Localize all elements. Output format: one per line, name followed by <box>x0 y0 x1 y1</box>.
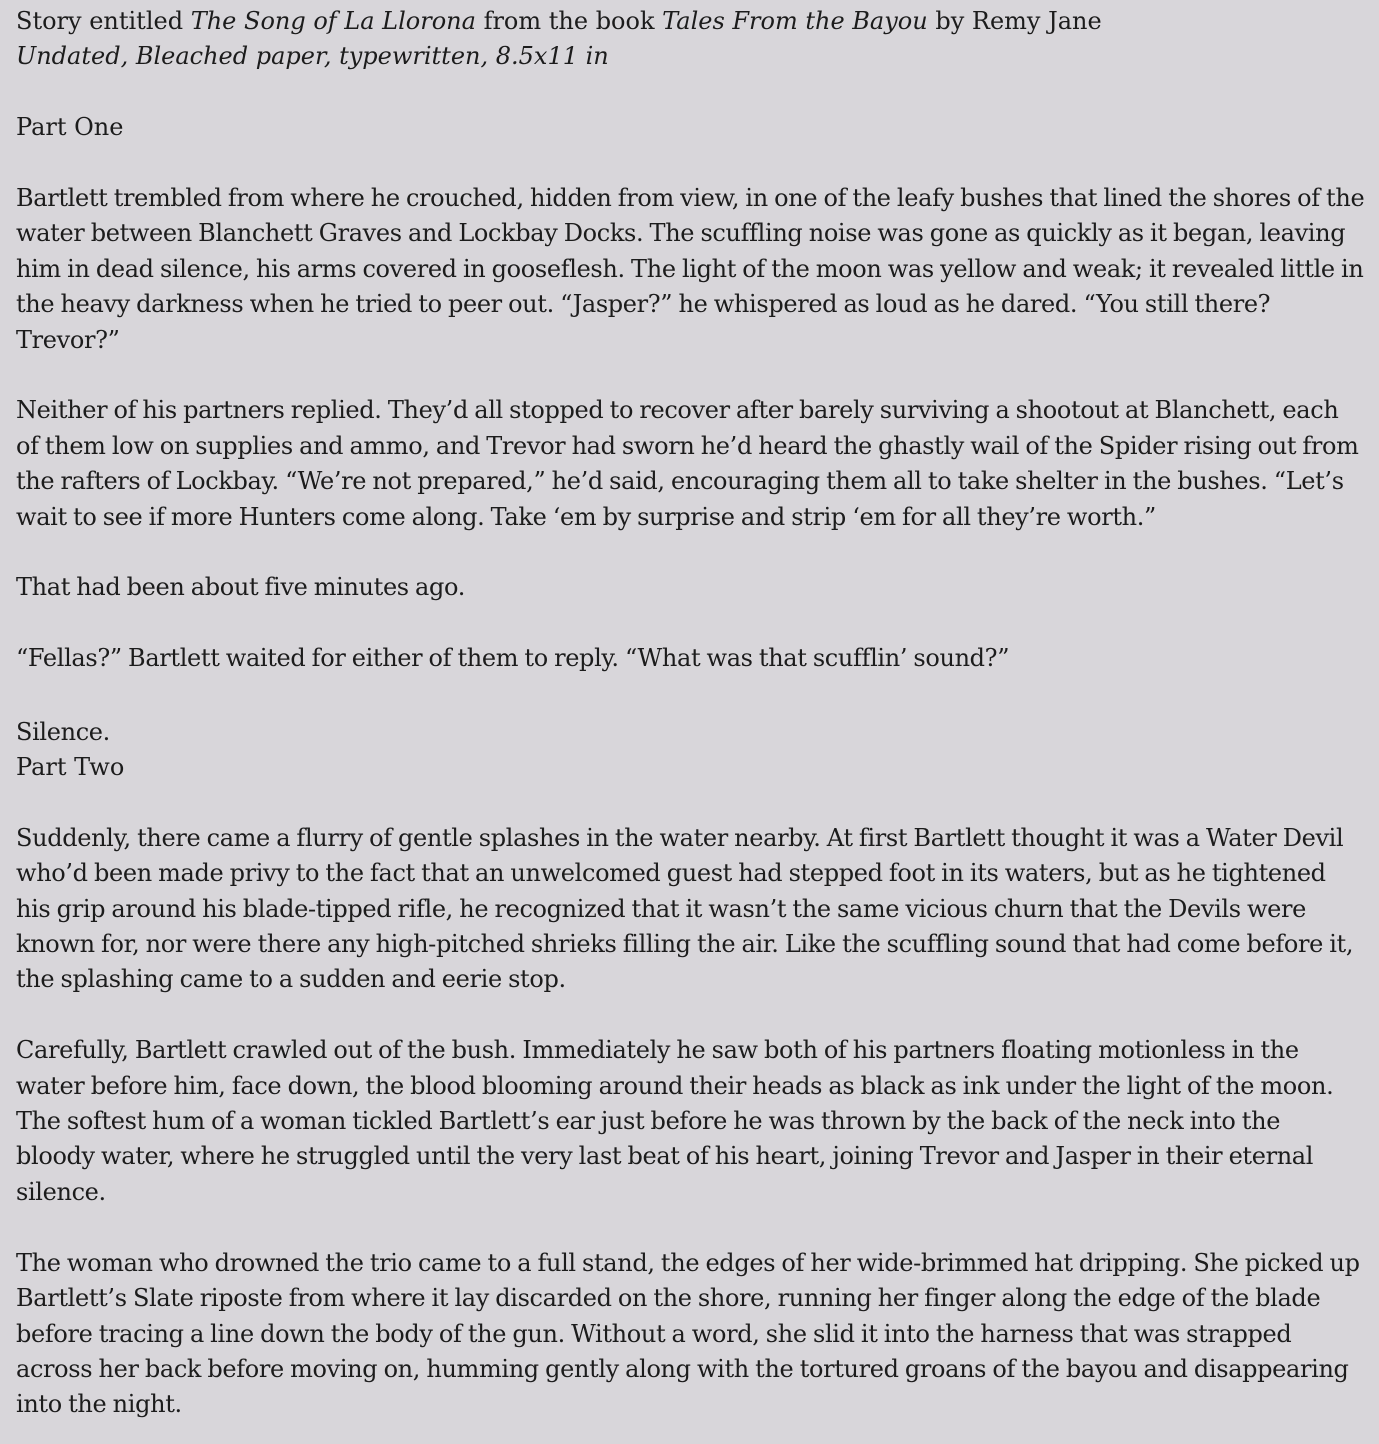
spacer <box>16 606 1365 641</box>
attribution-middle: from the book <box>475 7 663 35</box>
attribution-prefix: Story entitled <box>16 7 191 35</box>
paragraph: Carefully, Bartlett crawled out of the bush. Immediately he saw both of his partners floating motionless in the water before him, face down, the blood blooming around their heads as black as ink under the light of the moon. The softest hum of a woman tickled Bartlett’s ear just before he was thrown by the back of the neck into the bloody water, where he struggled until the very last beat of his heart, joining Trevor and Jasper in their eternal silence. <box>16 1036 1334 1206</box>
author-name: by Remy Jane <box>927 7 1102 35</box>
spacer <box>16 535 1365 570</box>
spacer <box>16 75 1365 110</box>
part-one-heading: Part One <box>16 113 124 142</box>
story-title: The Song of La Llorona <box>190 7 476 35</box>
paragraph: Suddenly, there came a flurry of gentle splashes in the water nearby. At first Bartlett thought it was a Water Devil who’d been made privy to the fact that an unwelcomed guest had stepped foot in its waters, but as he tightened his grip around his blade-tipped rifle, he recognized that it wasn’t the same vicious churn that the Devils were known for, nor were there any high-pitched shrieks filling the air. Like the scuffling sound that had come before it, the splashing came to a sudden and eerie stop. <box>16 823 1354 994</box>
spacer <box>16 998 1365 1033</box>
spacer <box>16 146 1365 181</box>
paragraph: Silence. <box>16 717 110 746</box>
story-attribution <box>16 4 1365 39</box>
spacer <box>16 677 1365 715</box>
paragraph: The woman who drowned the trio came to a full stand, the edges of her wide-brimmed hat dripping. She picked up Bartlett’s Slate riposte from where it lay discarded on the shore, running her finger along the edge of the blade before tracing a line down the body of the gun. Without a word, she slid it into the harness that was strapped across her back before moving on, humming gently along with the tortured groans of the bayou and disappearing into the night. <box>16 1248 1360 1419</box>
part-two-heading: Part Two <box>16 753 125 782</box>
spacer <box>16 785 1365 820</box>
spacer <box>16 1210 1365 1245</box>
paragraph: Neither of his partners replied. They’d all stopped to recover after barely surviving a shootout at Blanchett, each of them low on supplies and ammo, and Trevor had sworn he’d heard the ghastly wail of the Spider rising out from the rafters of Lockbay. “We’re not prepared,” he’d said, encouraging them all to take shelter in the bushes. “Let’s wait to see if more Hunters come along. Take ‘em by surprise and strip ‘em for all they’re worth.” <box>16 396 1359 531</box>
paragraph: Bartlett trembled from where he crouched, hidden from view, in one of the leafy bushes that lined the shores of the water between Blanchett Graves and Lockbay Docks. The scuffling noise was gone as quickly as it began, leaving him in dead silence, his arms covered in gooseflesh. The light of the moon was yellow and weak; it revealed little in the heavy darkness when he tried to peer out. “Jasper?” he whispered as loud as he dared. “You still there? Trevor?” <box>16 184 1365 354</box>
paragraph: “Fellas?” Bartlett waited for either of them to reply. “What was that scufflin’ sound?” <box>16 644 1010 673</box>
paragraph: That had been about five minutes ago. <box>16 573 465 602</box>
document-details: Undated, Bleached paper, typewritten, 8.5x11 in <box>16 42 609 71</box>
spacer <box>16 358 1365 393</box>
document-metadata <box>16 4 1365 75</box>
book-title: Tales From the Bayou <box>662 7 928 35</box>
